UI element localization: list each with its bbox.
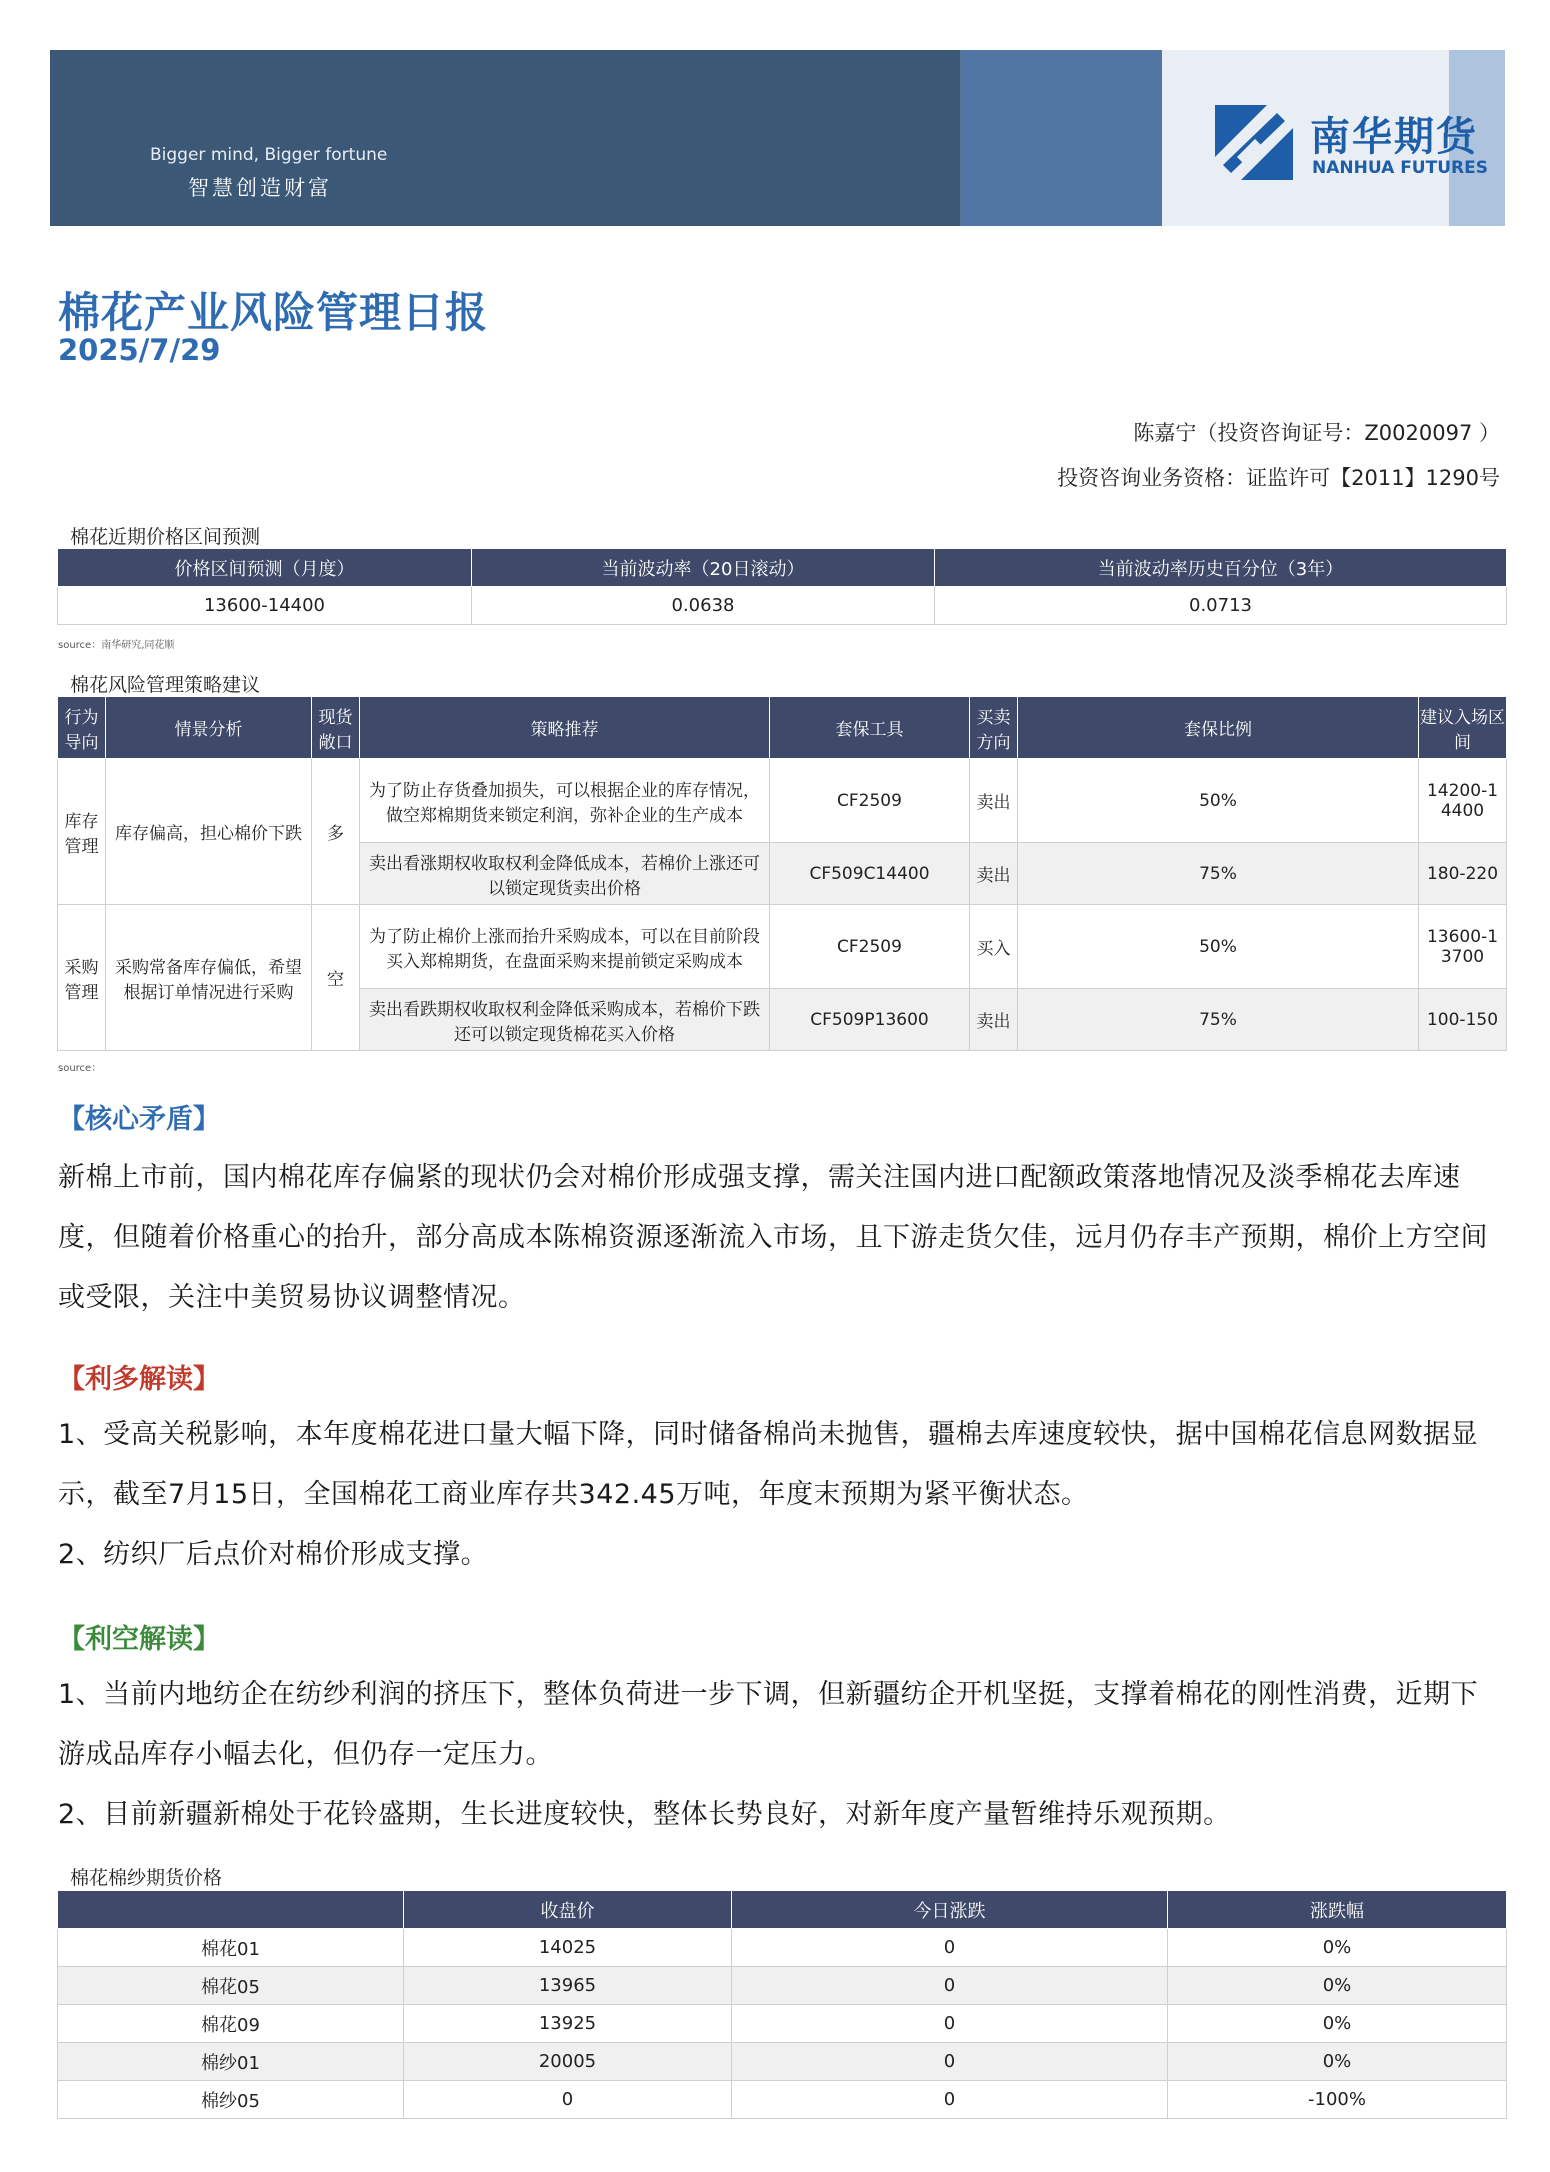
table-header-row: [58, 1891, 1507, 1929]
slogan-chinese: 智慧创造财富: [188, 176, 332, 200]
tool-cell: CF509C14400: [770, 843, 970, 905]
logo-text-english: NANHUA FUTURES: [1312, 158, 1488, 178]
column-header: 建议入场区间: [1419, 697, 1507, 759]
core-paragraph: 新棉上市前，国内棉花库存偏紧的现状仍会对棉价形成强支撑，需关注国内进口配额政策落地情况及淡季棉花去库速度，但随着价格重心的抬升，部分高成本陈棉资源逐渐流入市场，且下游走货欠佳，远月仍存丰产预期，棉价上方空间或受限，关注中美贸易协议调整情况。: [58, 1162, 1488, 1313]
report-date: 2025/7/29: [58, 333, 221, 367]
scenario-cell: 采购常备库存偏低，希望根据订单情况进行采购: [106, 905, 312, 1051]
report-title: 棉花产业风险管理日报: [58, 288, 489, 337]
column-header: 当前波动率历史百分位（3年）: [935, 549, 1507, 587]
range-cell: 100-150: [1419, 989, 1507, 1051]
contract-cell: 棉花01: [58, 1929, 404, 1967]
behavior-cell: 采购管理: [58, 905, 106, 1051]
table-cell: 0.0638: [472, 587, 935, 625]
table-cell: 0.0713: [935, 587, 1507, 625]
table-row: [58, 587, 1507, 625]
table-row: [58, 2081, 1507, 2119]
column-header: 行为导向: [58, 697, 106, 759]
column-header: 情景分析: [106, 697, 312, 759]
close-cell: 13965: [404, 1967, 732, 2005]
pct-cell: 0%: [1168, 1929, 1507, 1967]
strategy-cell: 为了防止存货叠加损失，可以根据企业的库存情况，做空郑棉期货来锁定利润，弥补企业的生产成本: [360, 759, 770, 843]
column-header: 套保比例: [1018, 697, 1419, 759]
direction-cell: 卖出: [970, 759, 1018, 843]
change-cell: 0: [732, 2043, 1168, 2081]
bullish-item: 2、纺织厂后点价对棉价形成支撑。: [58, 1539, 489, 1570]
table-row: [58, 759, 1507, 843]
contract-cell: 棉纱01: [58, 2043, 404, 2081]
range-cell: 14200-14400: [1419, 759, 1507, 843]
strategy-cell: 卖出看涨期权收取权利金降低成本，若棉价上涨还可以锁定现货卖出价格: [360, 843, 770, 905]
contract-cell: 棉花05: [58, 1967, 404, 2005]
logo-text-chinese: 南华期货: [1310, 114, 1478, 160]
close-cell: 0: [404, 2081, 732, 2119]
change-cell: 0: [732, 2005, 1168, 2043]
license-line: 投资咨询业务资格：证监许可【2011】1290号: [1057, 466, 1500, 490]
table-header-row: [58, 549, 1507, 587]
column-header: 涨跌幅: [1168, 1891, 1507, 1929]
direction-cell: 卖出: [970, 989, 1018, 1051]
column-header: 套保工具: [770, 697, 970, 759]
scenario-cell: 库存偏高，担心棉价下跌: [106, 759, 312, 905]
close-cell: 20005: [404, 2043, 732, 2081]
bearish-item: 2、目前新疆新棉处于花铃盛期，生长进度较快，整体长势良好，对新年度产量暂维持乐观预期。: [58, 1799, 1231, 1830]
source-note: source：: [58, 1063, 102, 1074]
ratio-cell: 75%: [1018, 989, 1419, 1051]
ratio-cell: 75%: [1018, 843, 1419, 905]
futures-caption: 棉花棉纱期货价格: [70, 1867, 223, 1889]
strategy-table: [57, 696, 1507, 1051]
price-range-caption: 棉花近期价格区间预测: [70, 526, 261, 548]
column-header: [58, 1891, 404, 1929]
bullish-heading: 【利多解读】: [58, 1364, 220, 1395]
behavior-cell: 库存管理: [58, 759, 106, 905]
range-cell: 180-220: [1419, 843, 1507, 905]
banner-stripe: [962, 50, 1162, 226]
column-header: 买卖方向: [970, 697, 1018, 759]
core-heading: 【核心矛盾】: [58, 1104, 220, 1135]
slogan-english: Bigger mind, Bigger fortune: [150, 145, 388, 165]
change-cell: 0: [732, 1929, 1168, 1967]
price-range-table: [57, 548, 1507, 625]
strategy-caption: 棉花风险管理策略建议: [70, 674, 261, 696]
bullish-item: 1、受高关税影响，本年度棉花进口量大幅下降，同时储备棉尚未抛售，疆棉去库速度较快，据中国棉花信息网数据显示，截至7月15日，全国棉花工商业库存共342.45万吨，年度末预期为紧平衡状态。: [58, 1419, 1479, 1510]
direction-cell: 买入: [970, 905, 1018, 989]
contract-cell: 棉花09: [58, 2005, 404, 2043]
exposure-cell: 空: [312, 905, 360, 1051]
contract-cell: 棉纱05: [58, 2081, 404, 2119]
nanhua-logo-icon: [1215, 105, 1293, 180]
column-header: 当前波动率（20日滚动）: [472, 549, 935, 587]
close-cell: 13925: [404, 2005, 732, 2043]
table-row: [58, 1929, 1507, 1967]
strategy-cell: 卖出看跌期权收取权利金降低采购成本，若棉价下跌还可以锁定现货棉花买入价格: [360, 989, 770, 1051]
pct-cell: 0%: [1168, 1967, 1507, 2005]
table-row: [58, 1967, 1507, 2005]
range-cell: 13600-13700: [1419, 905, 1507, 989]
tool-cell: CF509P13600: [770, 989, 970, 1051]
ratio-cell: 50%: [1018, 759, 1419, 843]
column-header: 策略推荐: [360, 697, 770, 759]
column-header: 收盘价: [404, 1891, 732, 1929]
bearish-item: 1、当前内地纺企在纺纱利润的挤压下，整体负荷进一步下调，但新疆纺企开机坚挺，支撑着棉花的刚性消费，近期下游成品库存小幅去化，但仍存一定压力。: [58, 1679, 1479, 1770]
header-banner: [50, 50, 1505, 226]
column-header: 今日涨跌: [732, 1891, 1168, 1929]
change-cell: 0: [732, 1967, 1168, 2005]
ratio-cell: 50%: [1018, 905, 1419, 989]
table-cell: 13600-14400: [58, 587, 472, 625]
column-header: 价格区间预测（月度）: [58, 549, 472, 587]
pct-cell: -100%: [1168, 2081, 1507, 2119]
table-header-row: [58, 697, 1507, 759]
tool-cell: CF2509: [770, 759, 970, 843]
pct-cell: 0%: [1168, 2005, 1507, 2043]
author-line: 陈嘉宁（投资咨询证号：Z0020097 ）: [1133, 421, 1500, 445]
strategy-cell: 为了防止棉价上涨而抬升采购成本，可以在目前阶段买入郑棉期货，在盘面采购来提前锁定采购成本: [360, 905, 770, 989]
exposure-cell: 多: [312, 759, 360, 905]
futures-table: [57, 1890, 1507, 2119]
direction-cell: 卖出: [970, 843, 1018, 905]
pct-cell: 0%: [1168, 2043, 1507, 2081]
bearish-heading: 【利空解读】: [58, 1624, 220, 1655]
close-cell: 14025: [404, 1929, 732, 1967]
source-note: source：南华研究,同花顺: [58, 640, 175, 651]
column-header: 现货敞口: [312, 697, 360, 759]
table-row: [58, 2043, 1507, 2081]
tool-cell: CF2509: [770, 905, 970, 989]
change-cell: 0: [732, 2081, 1168, 2119]
table-row: [58, 2005, 1507, 2043]
table-row: [58, 905, 1507, 989]
